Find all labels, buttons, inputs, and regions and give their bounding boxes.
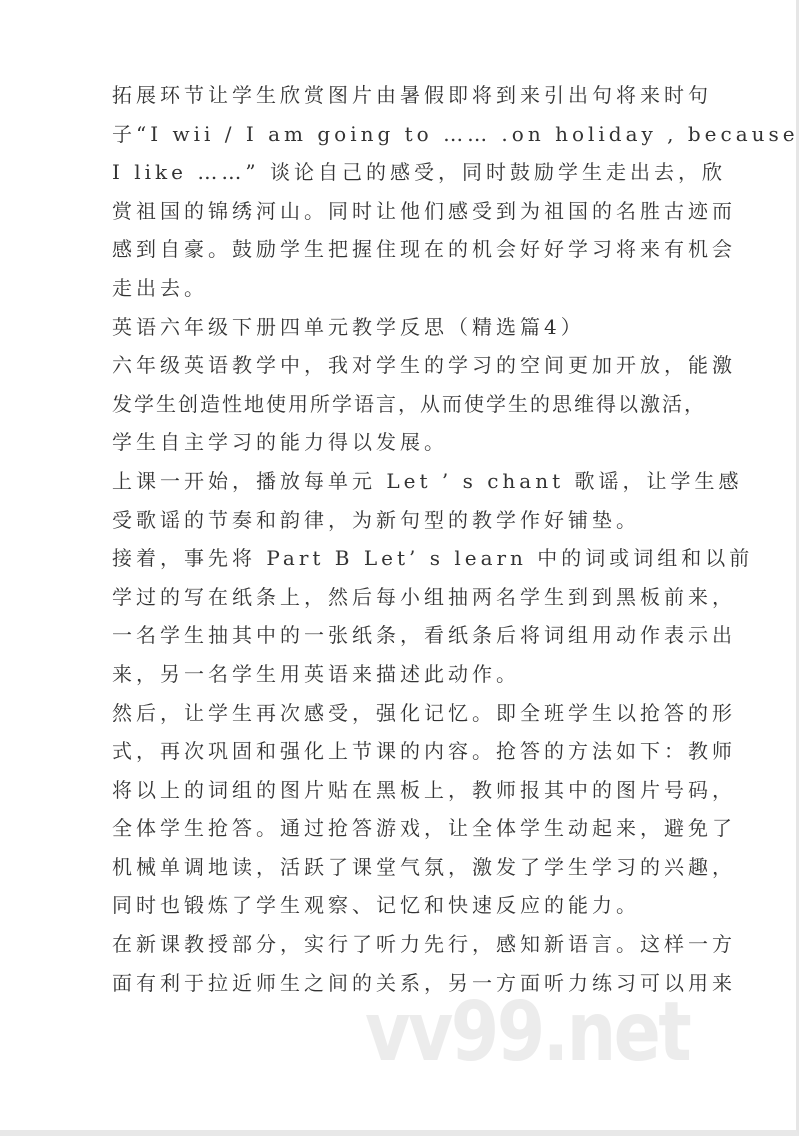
text-line: 将以上的词组的图片贴在黑板上，教师报其中的图片号码，	[112, 777, 736, 802]
text-line: 赏祖国的锦绣河山。同时让他们感受到为祖国的名胜古迹而	[112, 198, 736, 223]
text-line: I like ……” 谈论自己的感受，同时鼓励学生走出去，欣	[112, 160, 726, 185]
text-line: 子“I wii / I am going to …… .on holiday , because	[112, 121, 799, 146]
text-line: 机械单调地读，活跃了课堂气氛，激发了学生学习的兴趣，	[112, 854, 736, 879]
text-line: 受歌谣的节奏和韵律，为新句型的教学作好铺垫。	[112, 507, 640, 532]
text-line: 接着，事先将 Part B Let’ s learn 中的词或词组和以前	[112, 546, 754, 571]
text-line: 全体学生抢答。通过抢答游戏，让全体学生动起来，避免了	[112, 816, 736, 841]
text-line: 在新课教授部分，实行了听力先行，感知新语言。这样一方	[112, 932, 736, 957]
text-line: 然后，让学生再次感受，强化记忆。即全班学生以抢答的形	[112, 700, 736, 725]
text-line: 同时也锻炼了学生观察、记忆和快速反应的能力。	[112, 893, 640, 918]
text-line: 式，再次巩固和强化上节课的内容。抢答的方法如下：教师	[112, 739, 736, 764]
text-line: 来，另一名学生用英语来描述此动作。	[112, 661, 520, 686]
watermark: vv99.net	[365, 985, 690, 1080]
text-line: 面有利于拉近师生之间的关系，另一方面听力练习可以用来	[112, 970, 736, 995]
text-line: 一名学生抽其中的一张纸条，看纸条后将词组用动作表示出	[112, 623, 736, 648]
text-line: 走出去。	[112, 275, 208, 300]
text-line: 学过的写在纸条上，然后每小组抽两名学生到到黑板前来，	[112, 584, 736, 609]
text-line: 六年级英语教学中，我对学生的学习的空间更加开放，能激	[112, 353, 736, 378]
text-line: 学生自主学习的能力得以发展。	[112, 430, 448, 455]
section-heading: 英语六年级下册四单元教学反思（精选篇4）	[112, 314, 585, 339]
text-line: 发学生创造性地使用所学语言，从而使学生的思维得以激活，	[112, 391, 706, 416]
document-body	[112, 76, 799, 1002]
text-line: 上课一开始，播放每单元 Let ’ s chant 歌谣，让学生感	[112, 468, 743, 493]
text-line: 感到自豪。鼓励学生把握住现在的机会好好学习将来有机会	[112, 237, 736, 262]
text-line: 拓展环节让学生欣赏图片由暑假即将到来引出句将来时句	[112, 83, 712, 107]
